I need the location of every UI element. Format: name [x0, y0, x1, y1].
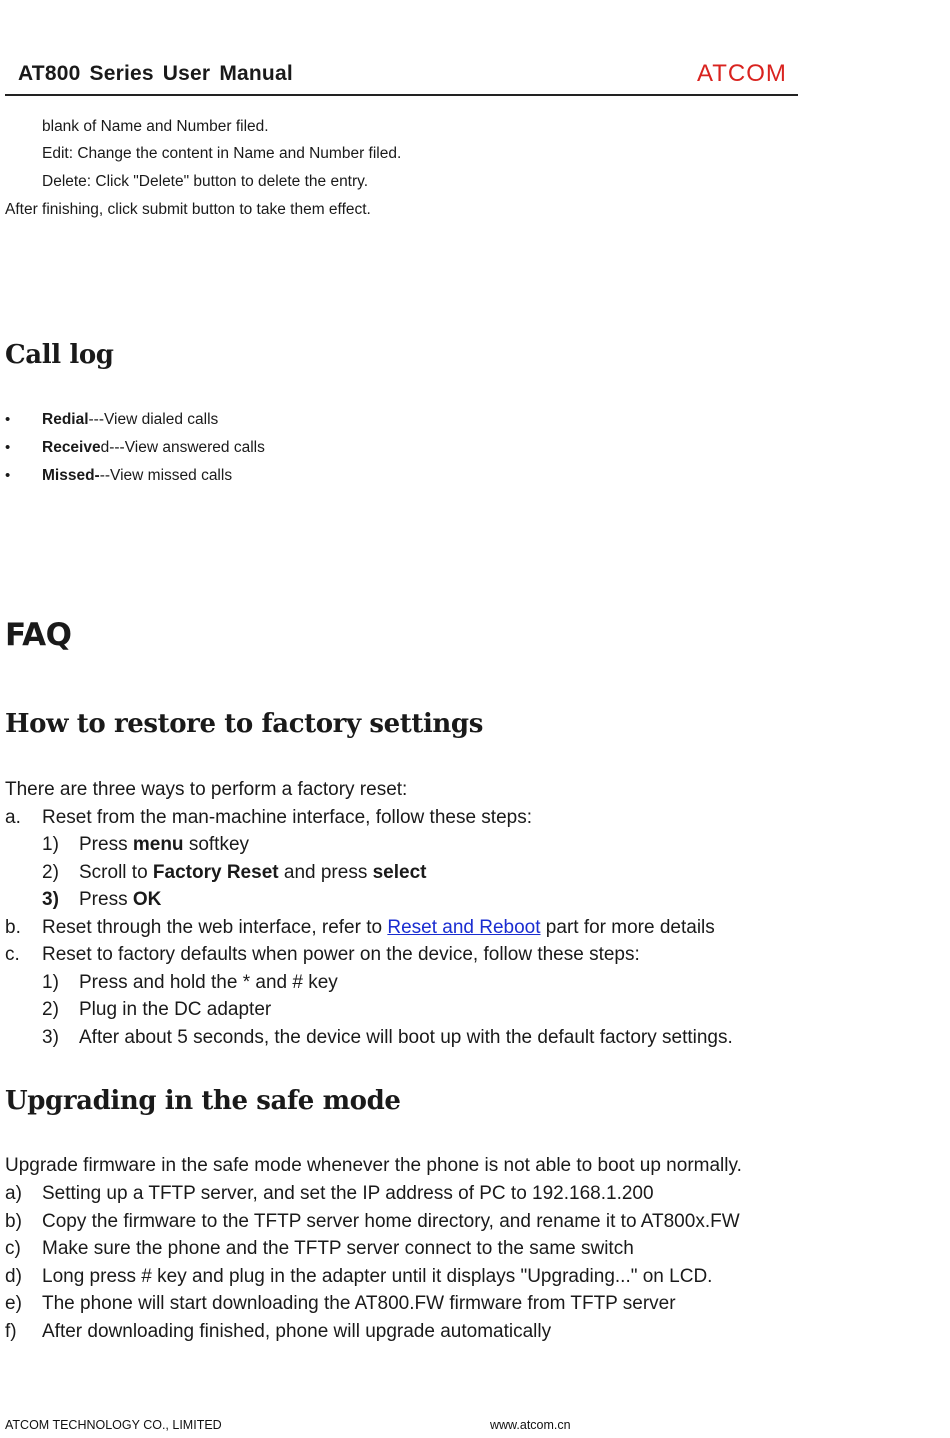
restore-heading: How to restore to factory settings [5, 709, 483, 739]
ok-key-label: OK [132, 889, 162, 910]
list-item: Scroll to Factory Reset and press select [79, 862, 427, 883]
received-label: Receive [42, 439, 101, 456]
bullet-icon: • [5, 467, 11, 484]
restore-marker-b: b. [5, 917, 21, 938]
header-divider [5, 94, 798, 96]
step-number: 3) [42, 889, 59, 910]
missed-desc: --View missed calls [99, 467, 233, 484]
menu-key-label: menu [132, 834, 184, 855]
step-marker: b) [5, 1211, 22, 1232]
redial-label: Redial [42, 411, 89, 428]
redial-desc: ---View dialed calls [88, 411, 219, 428]
list-item: Press OK [79, 889, 162, 910]
step-number: 1) [42, 834, 59, 855]
restore-option-a: Reset from the man-machine interface, follow these steps: [42, 807, 533, 828]
restore-intro: There are three ways to perform a factory reset: [5, 779, 408, 800]
list-item: Plug in the DC adapter [79, 999, 272, 1020]
list-item: Long press # key and plug in the adapter until it displays "Upgrading..." on LCD. [42, 1266, 713, 1287]
bullet-icon: • [5, 439, 11, 456]
list-item: After downloading finished, phone will upgrade automatically [42, 1321, 552, 1342]
list-item: Make sure the phone and the TFTP server connect to the same switch [42, 1238, 634, 1259]
step-marker: f) [5, 1321, 17, 1342]
manual-title: AT800 Series User Manual [18, 62, 293, 85]
restore-marker-c: c. [5, 944, 20, 965]
intro-line-1: blank of Name and Number filed. [42, 118, 269, 135]
restore-option-c: Reset to factory defaults when power on the device, follow these steps: [42, 944, 640, 965]
step-number: 2) [42, 862, 59, 883]
step-marker: e) [5, 1293, 22, 1314]
factory-reset-label: Factory Reset [152, 862, 279, 883]
footer-company: ATCOM TECHNOLOGY CO., LIMITED [5, 1418, 222, 1432]
step-marker: d) [5, 1266, 22, 1287]
missed-label: Missed- [42, 467, 100, 484]
list-item: The phone will start downloading the AT800.FW firmware from TFTP server [42, 1293, 676, 1314]
list-item: After about 5 seconds, the device will boot up with the default factory settings. [79, 1027, 733, 1048]
received-desc: d---View answered calls [100, 439, 265, 456]
list-item: Press and hold the * and # key [79, 972, 338, 993]
list-item: Press menu softkey [79, 834, 250, 855]
reset-and-reboot-link[interactable]: Reset and Reboot [387, 917, 541, 938]
select-key-label: select [372, 862, 427, 883]
step-marker: c) [5, 1238, 21, 1259]
step-marker: a) [5, 1183, 22, 1204]
step-number: 1) [42, 972, 59, 993]
restore-option-b: Reset through the web interface, refer to Reset and Reboot part for more details [42, 917, 715, 938]
intro-line-4: After finishing, click submit button to take them effect. [5, 201, 371, 218]
intro-line-2: Edit: Change the content in Name and Number filed. [42, 145, 402, 162]
footer-website: www.atcom.cn [490, 1418, 571, 1432]
faq-heading: FAQ [5, 617, 72, 653]
bullet-icon: • [5, 411, 11, 428]
list-item: Setting up a TFTP server, and set the IP address of PC to 192.168.1.200 [42, 1183, 654, 1204]
restore-marker-a: a. [5, 807, 21, 828]
safe-mode-heading: Upgrading in the safe mode [5, 1086, 401, 1116]
atcom-logo: ATCOM [697, 60, 787, 87]
step-number: 3) [42, 1027, 59, 1048]
safe-mode-intro: Upgrade firmware in the safe mode whenever the phone is not able to boot up normally. [5, 1155, 742, 1176]
list-item: Copy the firmware to the TFTP server home directory, and rename it to AT800x.FW [42, 1211, 740, 1232]
intro-line-3: Delete: Click "Delete" button to delete the entry. [42, 173, 369, 190]
step-number: 2) [42, 999, 59, 1020]
call-log-heading: Call log [5, 340, 114, 370]
